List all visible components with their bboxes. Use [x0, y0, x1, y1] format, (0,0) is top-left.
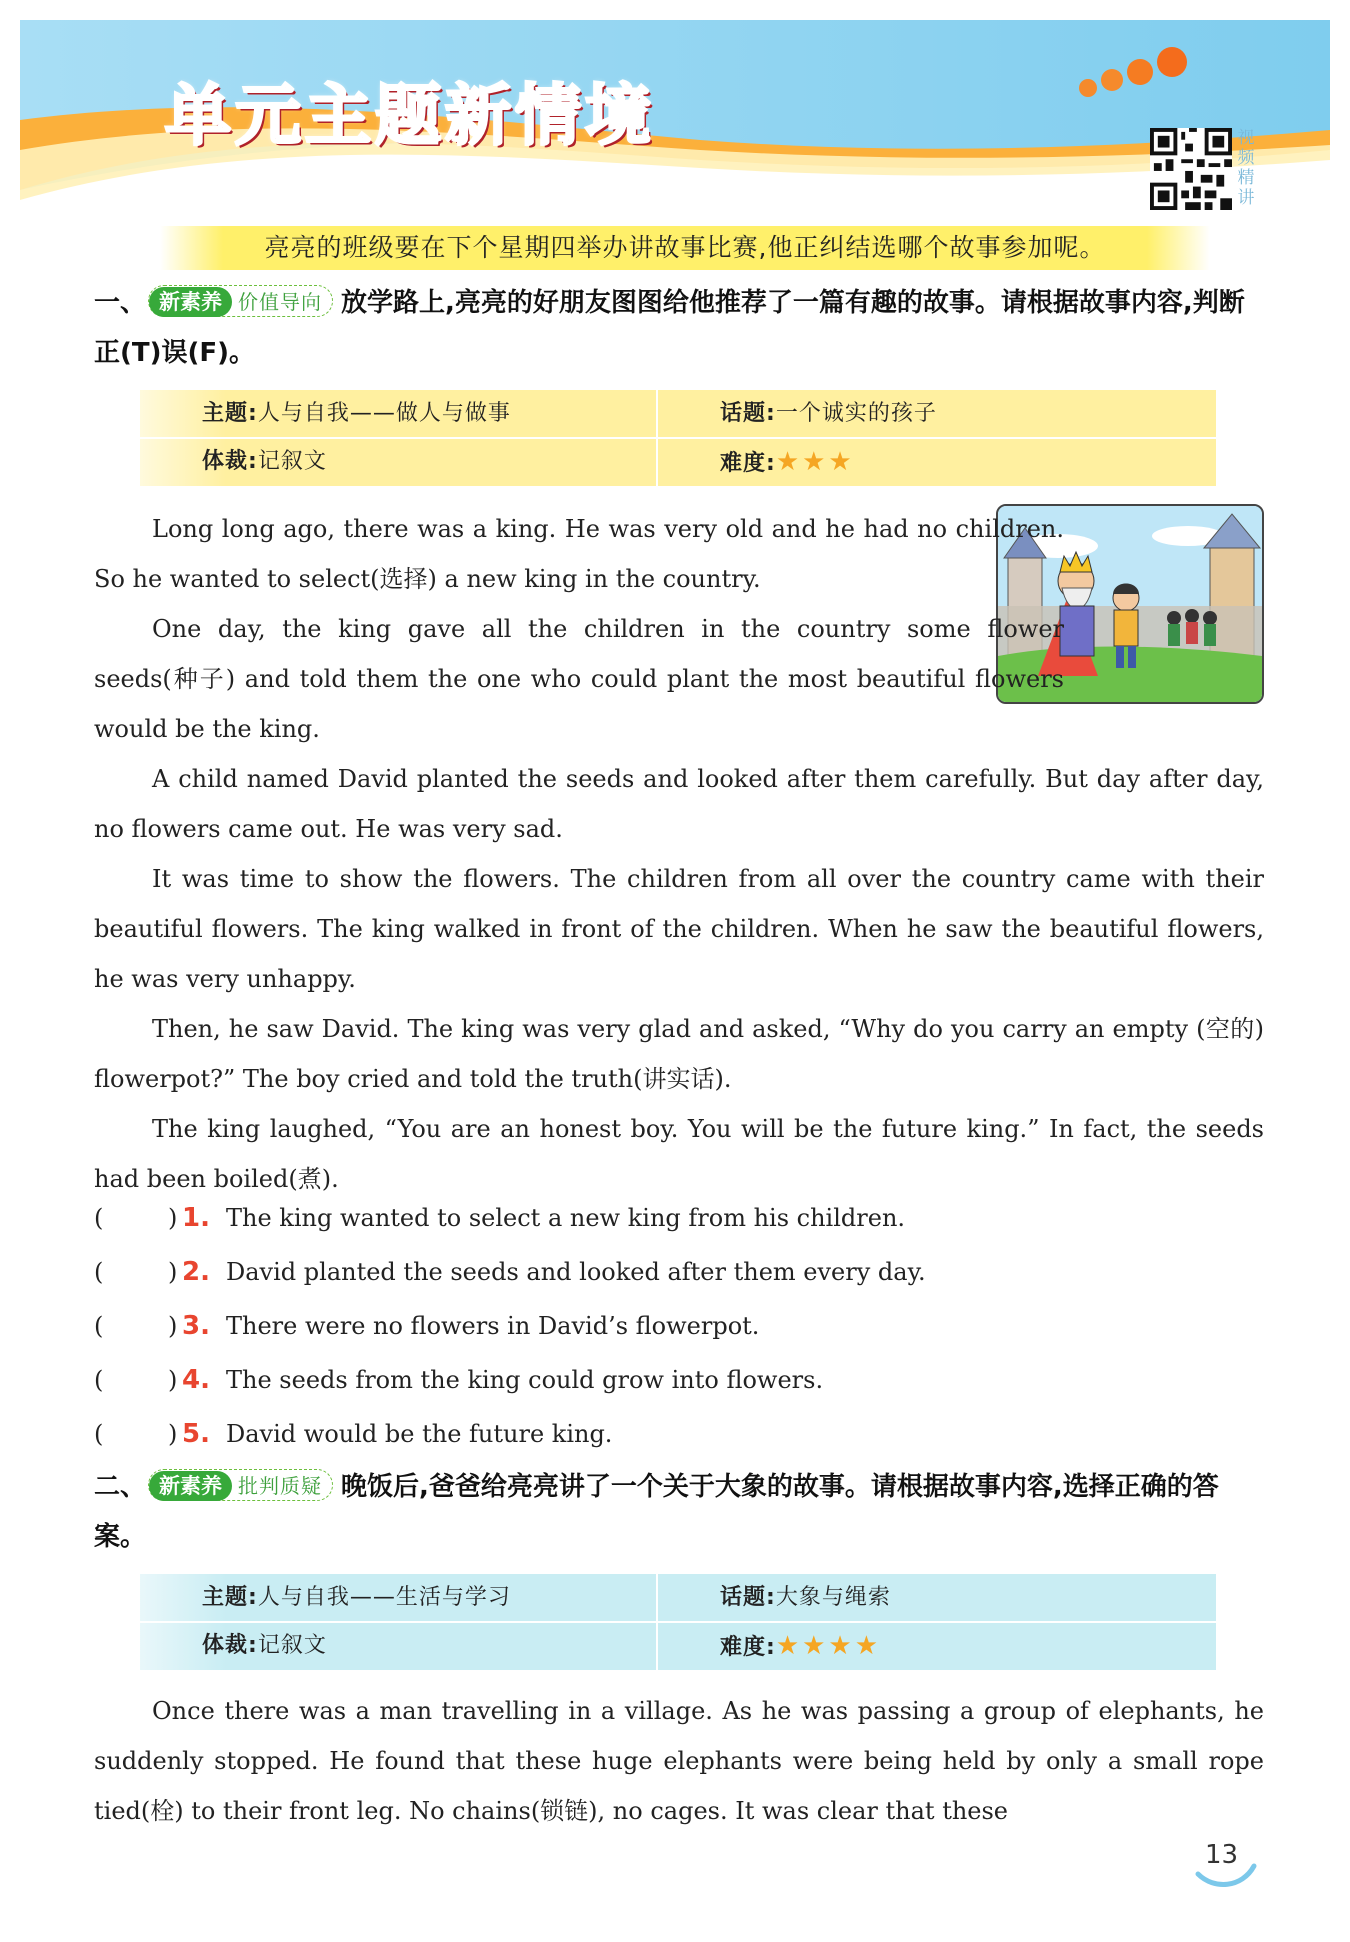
question-number: 2.: [182, 1257, 210, 1287]
question-number: 5.: [182, 1419, 210, 1449]
badge-sub-label: 批判质疑: [238, 1473, 323, 1498]
question-number: 4.: [182, 1365, 210, 1395]
story-2-text: [94, 1686, 1264, 1836]
difficulty-cell: 难度:★★★★: [720, 1631, 882, 1661]
question-text: David planted the seeds and looked after them every day.: [226, 1258, 926, 1286]
theme-cell: 主题:人与自我——做人与做事: [202, 401, 511, 426]
literacy-badge: [148, 285, 333, 317]
story-paragraph: A child named David planted the seeds and looked after them carefully. But day after day, no flowers came out. He was very sad.: [94, 765, 1264, 843]
story-info-table: [140, 1574, 1216, 1670]
question-text: There were no flowers in David’s flowerpot.: [226, 1312, 760, 1340]
story-paragraph: It was time to show the flowers. The children from all over the country came with their beautiful flowers. The king walked in front of the children. When he saw the beautiful flowers, he was very unhappy.: [94, 865, 1264, 993]
question-item[interactable]: ( ) 3. There were no flowers in David’s flowerpot.: [94, 1301, 1244, 1351]
story-info-table: [140, 390, 1216, 486]
section-1-instruction: 放学路上,亮亮的好朋友图图给他推荐了一篇有趣的故事。请根据故事内容,判断正(T)误(F)。: [94, 288, 1245, 368]
literacy-badge: [148, 1469, 333, 1501]
question-item[interactable]: ( ) 5. David would be the future king.: [94, 1409, 1244, 1459]
theme-cell: 主题:人与自我——生活与学习: [202, 1585, 511, 1610]
section-2-instruction: 晚饭后,爸爸给亮亮讲了一个关于大象的故事。请根据故事内容,选择正确的答案。: [94, 1472, 1219, 1552]
badge-sub-label: 价值导向: [238, 289, 323, 314]
badge-main-label: 新素养: [149, 287, 232, 317]
story-1-text: [94, 504, 1264, 1204]
genre-cell: 体裁:记叙文: [202, 1633, 327, 1658]
question-number: 1.: [182, 1203, 210, 1233]
decor-dot: [1127, 59, 1153, 85]
topic-cell: 话题:一个诚实的孩子: [720, 401, 937, 426]
story-paragraph: The king laughed, “You are an honest boy. You will be the future king.” In fact, the seeds had been boiled(煮).: [94, 1115, 1264, 1193]
qr-label: 视频精讲: [1237, 128, 1255, 208]
story-paragraph: Then, he saw David. The king was very glad and asked, “Why do you carry an empty (空的) flowerpot?” The boy cried and told the truth(讲实话).: [94, 1015, 1264, 1093]
section-1-header: [94, 278, 1260, 378]
topic-cell: 话题:大象与绳索: [720, 1585, 891, 1610]
question-text: The seeds from the king could grow into flowers.: [226, 1366, 824, 1394]
badge-main-label: 新素养: [149, 1471, 232, 1501]
question-text: The king wanted to select a new king from his children.: [226, 1204, 906, 1232]
decor-dot: [1157, 47, 1187, 77]
question-number: 3.: [182, 1311, 210, 1341]
qr-code-icon[interactable]: [1150, 128, 1232, 210]
difficulty-stars: ★★★: [775, 447, 855, 477]
section-2-header: [94, 1462, 1260, 1562]
question-text: David would be the future king.: [226, 1420, 613, 1448]
genre-cell: 体裁:记叙文: [202, 449, 327, 474]
story-paragraph: Once there was a man travelling in a village. As he was passing a group of elephants, he suddenly stopped. He found that these huge elephants were being held by only a small rope tied(栓) to their front leg. No chains(锁链), no cages. It was clear that these: [94, 1697, 1264, 1825]
page-number: 13: [1205, 1840, 1239, 1870]
scenario-text: 亮亮的班级要在下个星期四举办讲故事比赛,他正纠结选哪个故事参加呢。: [160, 226, 1210, 270]
question-item[interactable]: ( ) 1. The king wanted to select a new king from his children.: [94, 1193, 1244, 1243]
section-2-number: 二、: [94, 1472, 147, 1502]
difficulty-stars: ★★★★: [775, 1631, 882, 1661]
question-item[interactable]: ( ) 4. The seeds from the king could grow into flowers.: [94, 1355, 1244, 1405]
story-paragraph: Long long ago, there was a king. He was very old and he had no children. So he wanted to select(选择) a new king in the country.: [94, 515, 1064, 593]
decor-dot: [1101, 69, 1123, 91]
decor-dot: [1079, 79, 1097, 97]
section-1-number: 一、: [94, 288, 147, 318]
question-item[interactable]: ( ) 2. David planted the seeds and looked after them every day.: [94, 1247, 1244, 1297]
story-paragraph: One day, the king gave all the children in the country some flower seeds(种子) and told them the one who could plant the most beautiful flowers would be the king.: [94, 615, 1064, 743]
difficulty-cell: 难度:★★★: [720, 447, 855, 477]
unit-title: 单元主题新情境: [165, 77, 655, 154]
